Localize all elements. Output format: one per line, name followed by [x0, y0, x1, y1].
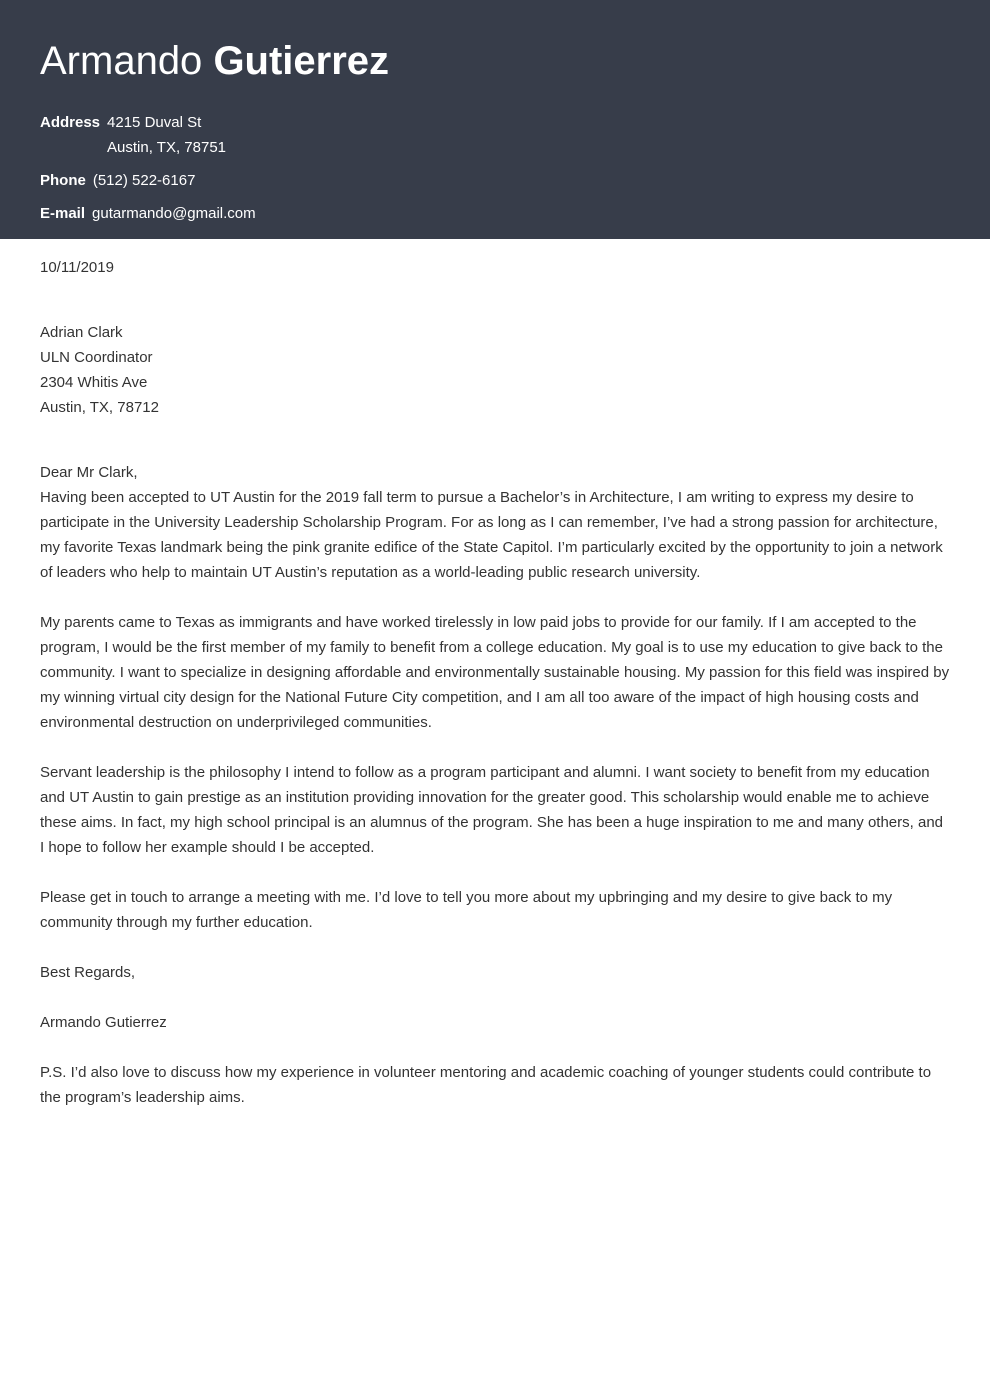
- recipient-title: ULN Coordinator: [40, 349, 153, 366]
- paragraph-4: Please get in touch to arrange a meeting with me. I’d love to tell you more about my upbringing and my desire to give back to my community through my further education.: [40, 889, 893, 931]
- address-label: Address: [40, 114, 101, 131]
- phone-value: (512) 522-6167: [92, 172, 196, 189]
- applicant-name: [40, 38, 950, 84]
- contact-info: [40, 110, 950, 226]
- letter-header: [0, 0, 990, 239]
- address-row: [40, 110, 950, 160]
- greeting: Dear Mr Clark,: [40, 464, 138, 481]
- recipient-name: Adrian Clark: [40, 324, 123, 341]
- closing: Best Regards,: [40, 964, 136, 981]
- letter-body: [0, 239, 990, 1110]
- postscript: P.S. I’d also love to discuss how my experience in volunteer mentoring and academic coaching of younger students could contribute to the program’s leadership aims.: [40, 1064, 932, 1106]
- email-label: E-mail: [40, 205, 86, 222]
- signature: Armando Gutierrez: [40, 1014, 167, 1031]
- address-line1: 4215 Duval St: [107, 114, 202, 131]
- first-name: Armando: [40, 39, 203, 83]
- recipient-block: [40, 320, 950, 420]
- phone-label: Phone: [40, 172, 86, 189]
- address-value: [107, 110, 226, 160]
- paragraph-2: My parents came to Texas as immigrants and have worked tirelessly in low paid jobs to provide for our family. If I am accepted to the program, I would be the first member of my family to benefit from a college education. My goal is to use my education to give back to the community. I want to specialize in designing affordable and environmentally sustainable housing. My passion for this field was inspired by my winning virtual city design for the National Future City competition, and I am all too aware of the impact of high housing costs and environmental destruction on underprivileged communities.: [40, 614, 950, 731]
- letter-date: 10/11/2019: [40, 259, 114, 276]
- address-line2: Austin, TX, 78751: [107, 139, 226, 156]
- recipient-street: 2304 Whitis Ave: [40, 374, 148, 391]
- email-value: gutarmando@gmail.com: [92, 205, 256, 222]
- paragraph-3: Servant leadership is the philosophy I intend to follow as a program participant and alumni. I want society to benefit from my education and UT Austin to gain prestige as an institution providing innovation for the greater good. This scholarship would enable me to achieve these aims. In fact, my high school principal is an alumnus of the program. She has been a huge inspiration to me and many others, and I hope to follow her example should I be accepted.: [40, 764, 944, 856]
- last-name: Gutierrez: [213, 39, 390, 83]
- recipient-city: Austin, TX, 78712: [40, 399, 159, 416]
- email-row: [40, 201, 950, 226]
- paragraph-1: Having been accepted to UT Austin for the 2019 fall term to pursue a Bachelor’s in Architecture, I am writing to express my desire to participate in the University Leadership Scholarship Program. For as long as I can remember, I’ve had a strong passion for architecture, my favorite Texas landmark being the pink granite edifice of the State Capitol. I’m particularly excited by the opportunity to join a network of leaders who help to maintain UT Austin’s reputation as a world-leading public research university.: [40, 489, 943, 581]
- phone-row: [40, 168, 950, 193]
